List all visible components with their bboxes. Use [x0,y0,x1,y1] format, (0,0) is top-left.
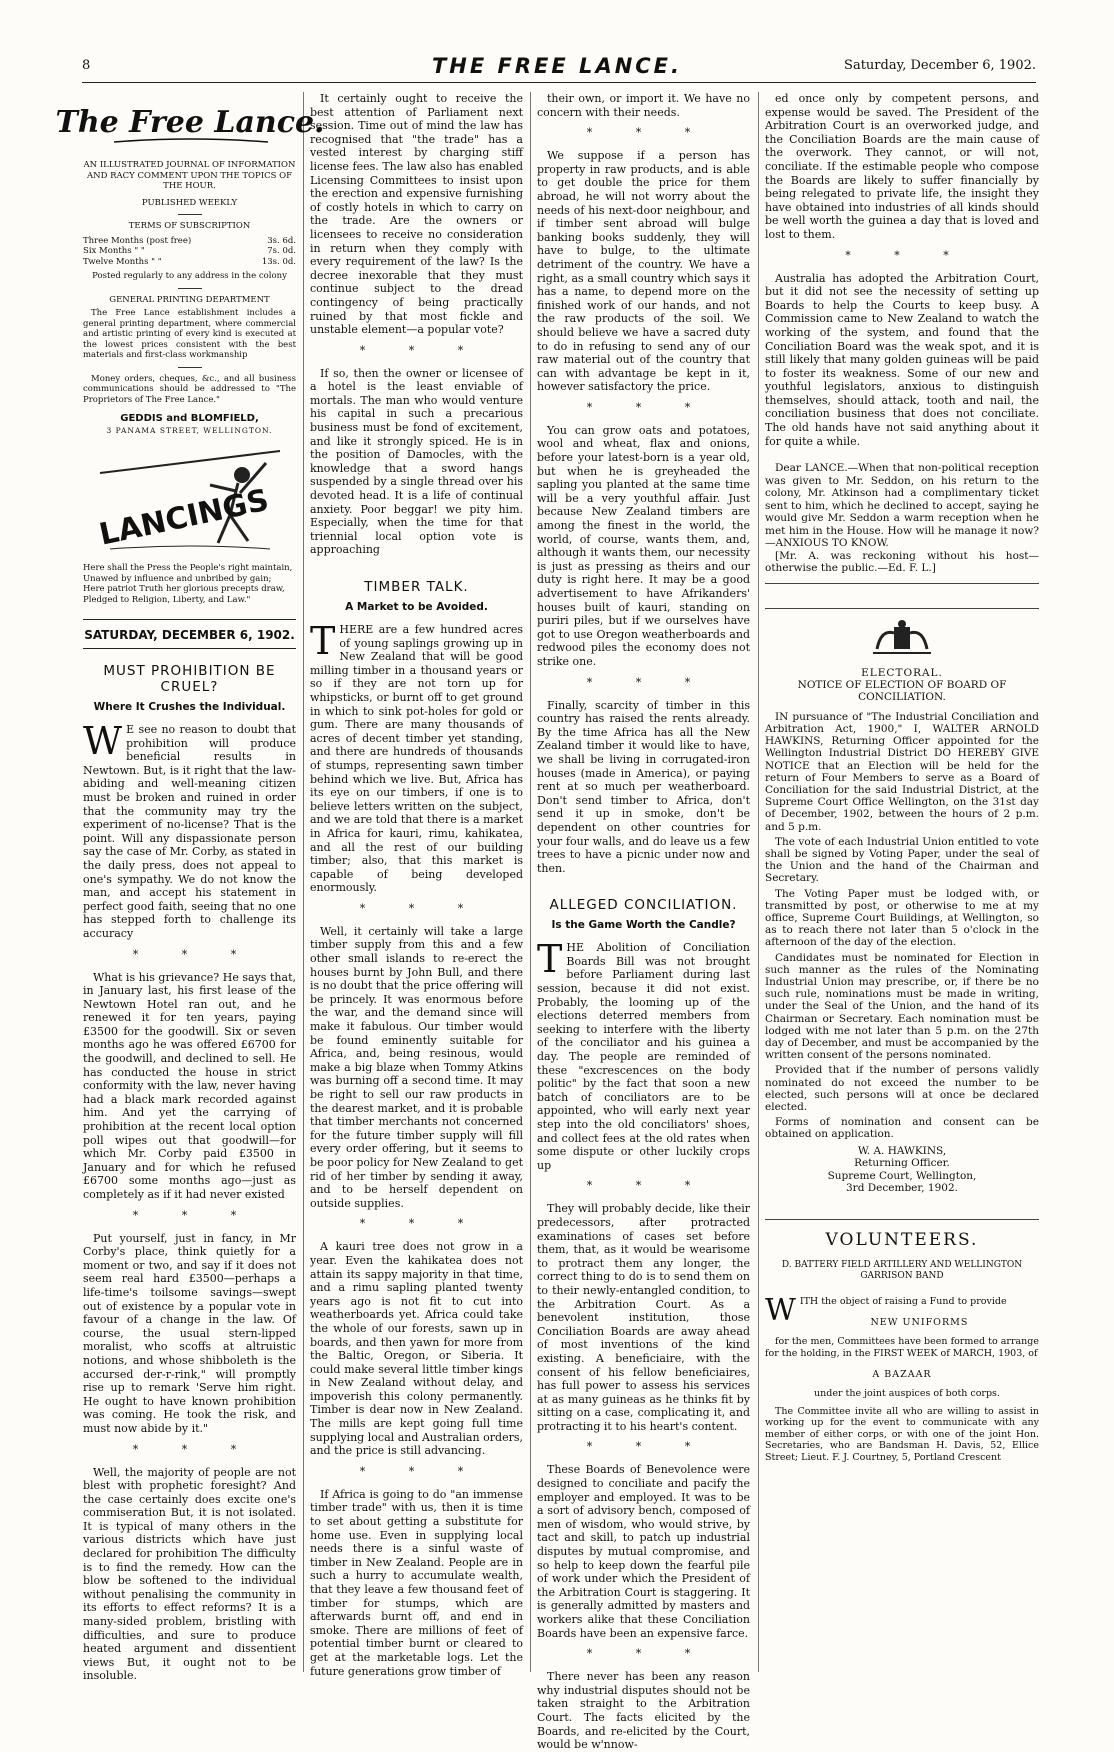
column-1 [54,92,325,1683]
letter-to-editor [765,462,1039,584]
tagline: AN ILLUSTRATED JOURNAL OF INFORMATION AND RACY COMMENT UPON THE TOPICS OF THE HOUR. [83,160,296,191]
new-uniforms: NEW UNIFORMS [870,1317,969,1329]
paragraph: Well, the majority of people are not blest with prophetic foresight? And the case certainly does excite one's commiseration But, it is not isolated. It is typical of many others in the various districts which have just declared for prohibition The difficulty is to find the remedy. How can the blow be softened to the individual without penalising the community in its efforts to effect reforms? It is a many-sided problem, bristling with difficulties, and sure to produce heated argument and dissentient views But, it ought not to be insoluble. [83,1465,296,1683]
banner-date: SATURDAY, DECEMBER 6, 1902. [83,619,296,649]
paragraph: WITH the object of raising a Fund to provide [765,1292,1007,1328]
notice-title: NOTICE OF ELECTION OF BOARD OF CONCILIATION. [797,678,1007,703]
paragraph: The Committee invite all who are willing to assist in working up for the event to communicate with any member of either corps, or with one of the joint Hon. Secretaries, who are Bandsman H. Davis, 52, Ellice Street; Lieut. F. J. Courtney, 5, Portland Crescent [765,1405,1039,1463]
terms-row: Twelve Months " " 13s. 0d. [83,256,296,267]
paragraph: What is his grievance? He says that, in January last, his first lease of the Newtown Hotel ran out, and he renewed it for ten years, paying £3500 for the goodwill. Six or seven months ago he was offered £6700 for the goodwill, and declined to sell. He has conducted the house in strict conformity with the law, never having had a black mark recorded against him. And yet the carrying of prohibition at the recent local option poll wipes out that goodwill—for which Mr. Corby paid £3500 in January and for which he refused £6700 some months ago—just as completely as if it had never existed [83,970,296,1201]
drop-cap: W [83,719,123,763]
terms-row: Six Months " " 7s. 0d. [83,246,296,256]
alleged-subtitle: Is the Game Worth the Candle? [551,919,736,932]
paragraph: W E see no reason to doubt that prohibition will produce beneficial results in Newtown. But, is it right that the law-abiding and well-meaning citizen must be broken and ruined in order that the community may try the experiment of no-license? That is the point. Will any dispassionate person say the case of Mr. Corby, as stated in the daily press, does not appeal to one's sympathy. We do not know the man, and accept his statement in perfect good faith, seeing that no one has stepped forth to challenge its accuracy [83,719,296,940]
paragraph: We suppose if a person has property in raw products, and is able to get double the price for them abroad, he will not worry about the needs of his next-door neighbour, and if timber sent abroad will bulge banking books suddenly, they will have to bulge, to the ultimate detriment of the country. We have a right, as a small country which says it has a name, to depend more on the finished work of our hands, and not the raw products of the soil. We should believe we have a sacred duty to do in refusing to send any of our raw material out of the country that can with advantage be kept in it, however satisfactory the price. [537,149,750,394]
paragraph: Finally, scarcity of timber in this country has raised the rents already. By the time Africa has all the New Zealand timber it would like to have, we shall be living in corrugated-iron houses (made in America), or paying rent at so much per weatherboard. Don't send timber to Africa, don't send it up in smoke, don't be dependent on other countries for your four walls, and do leave us a few trees to have a picnic under now and then. [537,698,750,875]
publisher-name: GEDDIS and BLOMFIELD, [120,413,259,424]
separator-stars: * * * [586,675,711,689]
divider [178,214,202,215]
paragraph: If so, then the owner or licensee of a hotel is the least enviable of mortals. The man who would venture his capital in such a precarious business must be fond of excitement, and like it strongly spiced. He is in the position of Damocles, with the knowledge that a sword hangs suspended by a single thread over his devoted head. It is a life of continual anxiety. Poor beggar! we pity him. Especially, when the time for that triennial local option vote is approaching [310,366,523,557]
separator-stars: * * * [359,1464,484,1478]
notice-paragraph: Provided that if the number of persons validly nominated do not exceed the number to be elected, such persons will at once be declared elected. [765,1064,1039,1114]
letter-reply: [Mr. A. was reckoning without his host—otherwise the public.—Ed. F. L.] [765,549,1039,575]
coat-of-arms-icon [765,608,1039,663]
article-title: MUST PROHIBITION BE CRUEL? [103,663,276,695]
volunteers-subtitle: D. BATTERY FIELD ARTILLERY AND WELLINGTON GARRISON BAND [781,1259,1023,1281]
notice-paragraph: IN pursuance of "The Industrial Conciliation and Arbitration Act, 1900," I, WALTER ARNOLD HAWKINS, Returning Officer appointed for the Wellington Industrial District DO HEREBY GIVE NOTICE that an Election will be held for the return of Four Members to serve as a Board of Conciliation for the said Industrial District, at the Supreme Court Office Wellington, on the 31st day of December, 1902, between the hours of 2 p.m. and 5 p.m. [765,710,1039,833]
timber-subtitle: A Market to be Avoided. [345,601,488,613]
separator-stars: * * * [586,1647,711,1661]
separator-stars: * * * [359,1217,484,1231]
separator-stars: * * * [359,901,484,915]
publisher-address: 3 PANAMA STREET, WELLINGTON. [106,426,273,435]
logo-text: The Free Lance. [54,105,325,140]
timber-title: TIMBER TALK. [364,579,469,595]
column-rule [303,92,304,1672]
free-lance-logo [54,98,325,152]
alleged-title: ALLEGED CONCILIATION. [549,897,738,914]
separator-stars: * * * [359,343,484,357]
drop-cap: T [537,937,563,982]
separator-stars: * * * [132,947,257,961]
bazaar: A BAZAAR [872,1369,932,1381]
gpd-title: GENERAL PRINTING DEPARTMENT [109,294,270,305]
paragraph: Well, it certainly will take a large timber supply from this and a few other small islands to re-erect the houses burnt by John Bull, and there is no doubt that the price offering will be princely. It was enormous before the war, and the demand since will make it fabulous. Our timber would be found eminently suitable for Africa, and, being resinous, would make a big blaze when Tommy Atkins was burning off a second time. It may be right to sell our raw products in the dearest market, and it is probable that timber merchants not concerned for the future timber supply will fill every order offering, but it seems to be poor policy for New Zealand to get rid of her timber by sending it away, and to be herself dependent on outside supplies. [310,924,523,1210]
column-4 [765,92,1039,1672]
lancings-illustration [83,445,296,559]
separator-stars: * * * [132,1208,257,1222]
paragraph: THE Abolition of Conciliation Boards Bill was not brought before Parliament during last session, because it did not exist. Probably, the looming up of the elections deterred members from seeking to interfere with the liberty of the conciliator and his guinea a day. The people are reminded of these "excrescences on the body politic" by the fact that soon a new batch of conciliators are to be appointed, who will early next year step into the old conciliators' shoes, and collect fees at the old rates when some dispute or other luckily crops up [537,937,750,1172]
page-number: 8 [82,58,91,73]
notice-paragraph: Candidates must be nominated for Election in such manner as the rules of the Nominating Industrial Union may prescribe, or, if there be no such rule, nominations must be made in writing, under the Seal of the Union, and the hand of its Chairman or Secretary. Each nomination must be lodged with me not later than 5 p.m. on the 27th day of December, and must be accompanied by the written consent of the persons nominated. [765,951,1039,1062]
column-rule [758,92,759,1672]
divider [178,288,202,289]
masthead: THE FREE LANCE. [431,54,683,78]
notice-paragraph: The Voting Paper must be lodged with, or transmitted by post, or otherwise to me at my office, Supreme Court Buildings, at Wellington, so as to reach there not later than 5 o'clock in the afternoon of the day of the election. [765,887,1039,949]
volunteers-title: VOLUNTEERS. [765,1219,1039,1250]
paragraph: Australia has adopted the Arbitration Court, but it did not see the necessity of setting up Boards to help the Courts to keep busy. A Commission came to New Zealand to watch the working of the system, and found that the Conciliation Board was the weak spot, and it is still likely that many golden guineas will be paid to foster its weakness. Some of our new and youthful legislators, anxious to distinguish themselves, should attack, tooth and nail, the conciliation business that does not conciliate. The old hands have not said anything about it for quite a while. [765,271,1039,448]
gpd-text: The Free Lance establishment includes a general printing department, where commercial and artistic printing of every kind is executed at the lowest prices consistent with the best materials and first-class workmanship [83,308,296,360]
notice-paragraph: The vote of each Industrial Union entitled to vote shall be signed by Voting Paper, under the seal of the Union and the hand of the Chairman and Secretary. [765,835,1039,885]
separator-stars: * * * [132,1442,257,1456]
electoral-title: ELECTORAL. [861,666,943,679]
terms-row: Three Months (post free) 3s. 6d. [83,235,296,246]
column-rule [530,92,531,1672]
paragraph: If Africa is going to do "an immense timber trade" with us, then it is time to set about getting a substitute for home use. Even in supplying local needs there is a sinful waste of timber in New Zealand. People are in such a hurry to accumulate wealth, that they leave a few thousand feet of timber for stumps, which are afterwards burnt off, and end in smoke. There are millions of feet of potential timber burnt or cleared to get at the marketable logs. Let the future generations grow timber of [310,1487,523,1678]
article-subtitle: Where It Crushes the Individual. [93,701,286,713]
paragraph: under the joint auspices of both corps. [814,1388,1000,1400]
issue-date: Saturday, December 6, 1902. [844,58,1036,73]
motto: Here shall the Press the People's right maintain, Unawed by influence and unbribed by gain; Here patriot Truth her glorious precepts draw, Pledged to Religion, Liberty, and Law." [83,563,293,605]
separator-stars: * * * [586,126,711,140]
divider [178,367,202,368]
paragraph: THERE are a few hundred acres of young saplings growing up in New Zealand that will be good milling timber in a thousand years or so if they are not torn up for whipsticks, or burnt off to get ground in which to sink pot-holes for gold or gum. There are many thousands of acres of decent timber yet standing, and there are hundreds of thousands of stumps, representing sawn timber behind which we live. But, Africa has its eye on our timbers, if one is to believe letters written on the subject, and we are told that there is a market in Africa for kauri, rimu, kahikatea, and all the rest of our building timber; also, that this market is capable of being developed enormously. [310,619,523,895]
paragraph: These Boards of Benevolence were designed to conciliate and pacify the employer and employed. It was to be a sort of advisory bench, composed of men of wisdom, who would strive, by tact and skill, to patch up industrial disputes by mutual compromise, and so help to keep down the fearful pile of work under which the President of the Arbitration Court is staggering. It is generally admitted by masters and workers alike that these Conciliation Boards have been an expensive farce. [537,1463,750,1640]
separator-stars: * * * [845,248,969,262]
header-rule [82,82,1036,83]
notice-paragraph: Forms of nomination and consent can be obtained on application. [765,1116,1039,1141]
separator-stars: * * * [586,1179,711,1193]
money-text: Money orders, cheques, &c., and all business communications should be addressed to "The Proprietors of The Free Lance." [83,373,296,405]
drop-cap: T [310,619,336,663]
page-header [0,54,1114,84]
paragraph: A kauri tree does not grow in a year. Even the kahikatea does not attain its sappy majority in that time, and a rimu sapling planted twenty years ago is not fit to cut into weatherboards yet. Africa could take the whole of our forests, sawn up in boards, and then yawn for more from the Baltic, Oregon, or Siberia. It could make several little timber kings in New Zealand without delay, and impoverish this colony permanently. Timber is dear now in New Zealand. The mills are kept going full time supplying local and Australian orders, and the price is still advancing. [310,1240,523,1458]
published-weekly: PUBLISHED WEEKLY [141,197,238,208]
paragraph: ed once only by competent persons, and expense would be saved. The President of the Arbitration Court is an overworked judge, and the Conciliation Boards are the main cause of the overwork. They cannot, or will not, conciliate. If the estimable people who compose the Boards are likely to suffer financially by being relegated to private life, the insight they have obtained into industries of all kinds should be well worth the guinea a day that is loved and lost to them. [765,92,1039,241]
column-3 [537,92,750,1752]
separator-stars: * * * [586,400,711,414]
separator-stars: * * * [586,1440,711,1454]
paragraph: their own, or import it. We have no concern with their needs. [537,92,750,119]
paragraph: They will probably decide, like their predecessors, after protracted examinations of cases set before them, that, as it would be wearisome to protract them any longer, the correct thing to do is to send them on to their newly-entangled condition, to the Arbitration Court. As a benevolent institution, those Conciliation Boards are away ahead of most inventions of the kind existing. A beneficiaire, with the consent of his fellow beneficiaires, has full power to assess his services at as many guineas as he thinks fit by sitting on a case, complicating it, and protracting it to his heart's content. [537,1202,750,1433]
paragraph: There never has been any reason why industrial disputes should not be taken straight to the Arbitration Court. The facts elicited by the Boards, and re-elicited by the Court, would be w'nnow- [537,1670,750,1752]
column-2 [310,92,523,1678]
paragraph: for the men, Committees have been formed to arrange for the holding, in the FIRST WEEK of MARCH, 1903, of [765,1336,1039,1359]
lancings-label: LANCINGS [95,482,272,553]
paragraph: Put yourself, just in fancy, in Mr Corby's place, think quietly for a moment or two, and say if it does not seem real hard £3500—perhaps a life-time's toilsome savings—swept out of existence by a popular vote in favour of a change in the law. Of course, the usual stern-lipped moralist, who scoffs at altruistic notions, and whose shibboleth is the accursed der-r-rink," will promptly rise up to remark 'Serve him right. He ought to have known prohibition was coming. He took the risk, and must now abide by it." [83,1231,296,1435]
paragraph: You can grow oats and potatoes, wool and wheat, flax and onions, before your latest-born is a year old, but when he is greyheaded the sapling you planted at the same time will be a very youthful affair. Just because New Zealand timbers are among the finest in the world, the world, of course, wants them, and, although it wants them, our necessity is just as pressing as theirs and our duty is right here. It may be a good advertisement to have Afrikanders' houses built of kauri, standing on puriri piles, but if we ourselves have got to use Oregon weatherboards and redwood piles the economy does not strike one. [537,423,750,668]
signature-block: W. A. HAWKINS, Returning Officer. Supreme Court, Wellington, 3rd December, 1902. [827,1144,977,1195]
terms-title: TERMS OF SUBSCRIPTION [128,221,251,231]
paragraph: It certainly ought to receive the best attention of Parliament next session. Time out of mind the law has recognised that "the trade" has a vested interest by charging stiff license fees. The law also has enabled Licensing Committees to insist upon the erection and expensive furnishing of costly hotels in which to carry on the trade. Are the owners or licensees to receive no consideration in return when they comply with every requirement of the law? Is the decree inexorable that they must continue subject to the dread contingency of being practically ruined by that most fickle and unstable element—a popular vote? [310,92,523,337]
posted-note: Posted regularly to any address in the colony [92,271,287,281]
drop-cap: W [765,1292,796,1328]
letter-body: Dear LANCE.—When that non-political reception was given to Mr. Seddon, on his return to the colony, Mr. Atkinson had a complimentary ticket sent to him, which he declined to accept, saying he would give Mr. Seddon a warm reception when he met him in the House. How will he manage it now?—ANXIOUS TO KNOW. [765,462,1039,550]
terms-list [83,236,296,268]
